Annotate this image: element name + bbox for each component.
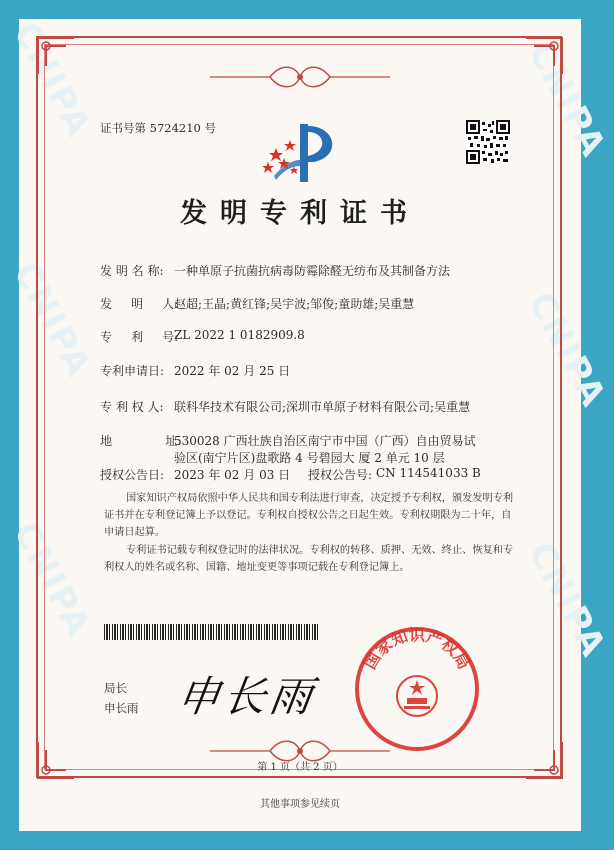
patentee-label: 专 利 权 人: (100, 400, 164, 414)
patentee-value: 联科华技术有限公司;深圳市单原子材料有限公司;吴重慧 (174, 400, 471, 414)
page-title: 发明专利证书 (180, 198, 420, 229)
filing-date-value: 2022 年 02 月 25 日 (174, 364, 291, 378)
corner-ornament-top-left (36, 36, 76, 76)
director-signature: 申长雨 (174, 672, 320, 721)
top-ornament (210, 62, 390, 92)
filing-date-label: 专利申请日: (100, 364, 165, 378)
watermark-right-bottom: CNIPA (520, 535, 614, 665)
inventors-label: 发 明 人: (100, 297, 179, 311)
official-seal-icon (352, 624, 482, 754)
grant-number-value: CN 114541033 B (376, 466, 481, 480)
national-emblem-icon (397, 676, 437, 716)
barcode-icon (104, 624, 318, 640)
legal-status-paragraph: 专利证书记载专利权登记时的法律状况。专利权的转移、质押、无效、终止、恢复和专利权人的姓名或名称、国籍、地址变更等事项记载在专利登记簿上。 (104, 545, 514, 573)
invention-name-label: 发 明 名 称: (100, 264, 164, 278)
footer-note: 其他事项参见续页 (260, 799, 340, 810)
address-line-2: 验区(南宁片区)盘歌路 4 号碧园大 厦 2 单元 10 层 (174, 451, 445, 465)
watermark-right-top: CNIPA (520, 35, 614, 165)
seal-text: 国家知识产权局 (360, 625, 474, 673)
grant-date-label: 授权公告日: (100, 468, 165, 482)
patent-logo-icon (256, 118, 346, 188)
page-indicator: 第 1 页（共 2 页） (257, 762, 343, 773)
svg-text:国家知识产权局 (360, 625, 474, 672)
watermark-left-bottom: CNIPA (5, 515, 99, 645)
watermark-right-mid: CNIPA (520, 285, 614, 415)
address-label: 地 址: (100, 434, 182, 448)
grant-number-label: 授权公告号: (308, 468, 373, 482)
patent-number-label: 专 利 号: (100, 330, 179, 344)
invention-name-value: 一种单原子抗菌抗病毒防霉除醛无纺布及其制备方法 (174, 264, 451, 278)
grant-date-value: 2023 年 02 月 03 日 (174, 468, 291, 482)
director-name: 申长雨 (104, 701, 139, 715)
certificate-number: 证书号第 5724210 号 (100, 121, 217, 135)
watermark-left-top: CNIPA (5, 15, 99, 145)
inventors-value: 赵超;王晶;黄红锋;吴宇波;邹俊;童助雄;吴重慧 (174, 297, 415, 311)
corner-ornament-top-right (524, 36, 564, 76)
address-line-1: 530028 广西壮族自治区南宁市中国（广西）自由贸易试 (174, 434, 476, 448)
director-title: 局长 (104, 681, 127, 695)
qr-code-icon (466, 120, 510, 164)
watermark-left-mid: CNIPA (5, 255, 99, 385)
grant-statement-paragraph: 国家知识产权局依照中华人民共和国专利法进行审查，决定授予专利权，颁发发明专利证书并在专利登记簿上予以登记。专利权自授权公告之日起生效。专利权期限为二十年，自申请日起算。 (104, 493, 514, 538)
patent-number-value: ZL 2022 1 0182909.8 (174, 328, 305, 342)
